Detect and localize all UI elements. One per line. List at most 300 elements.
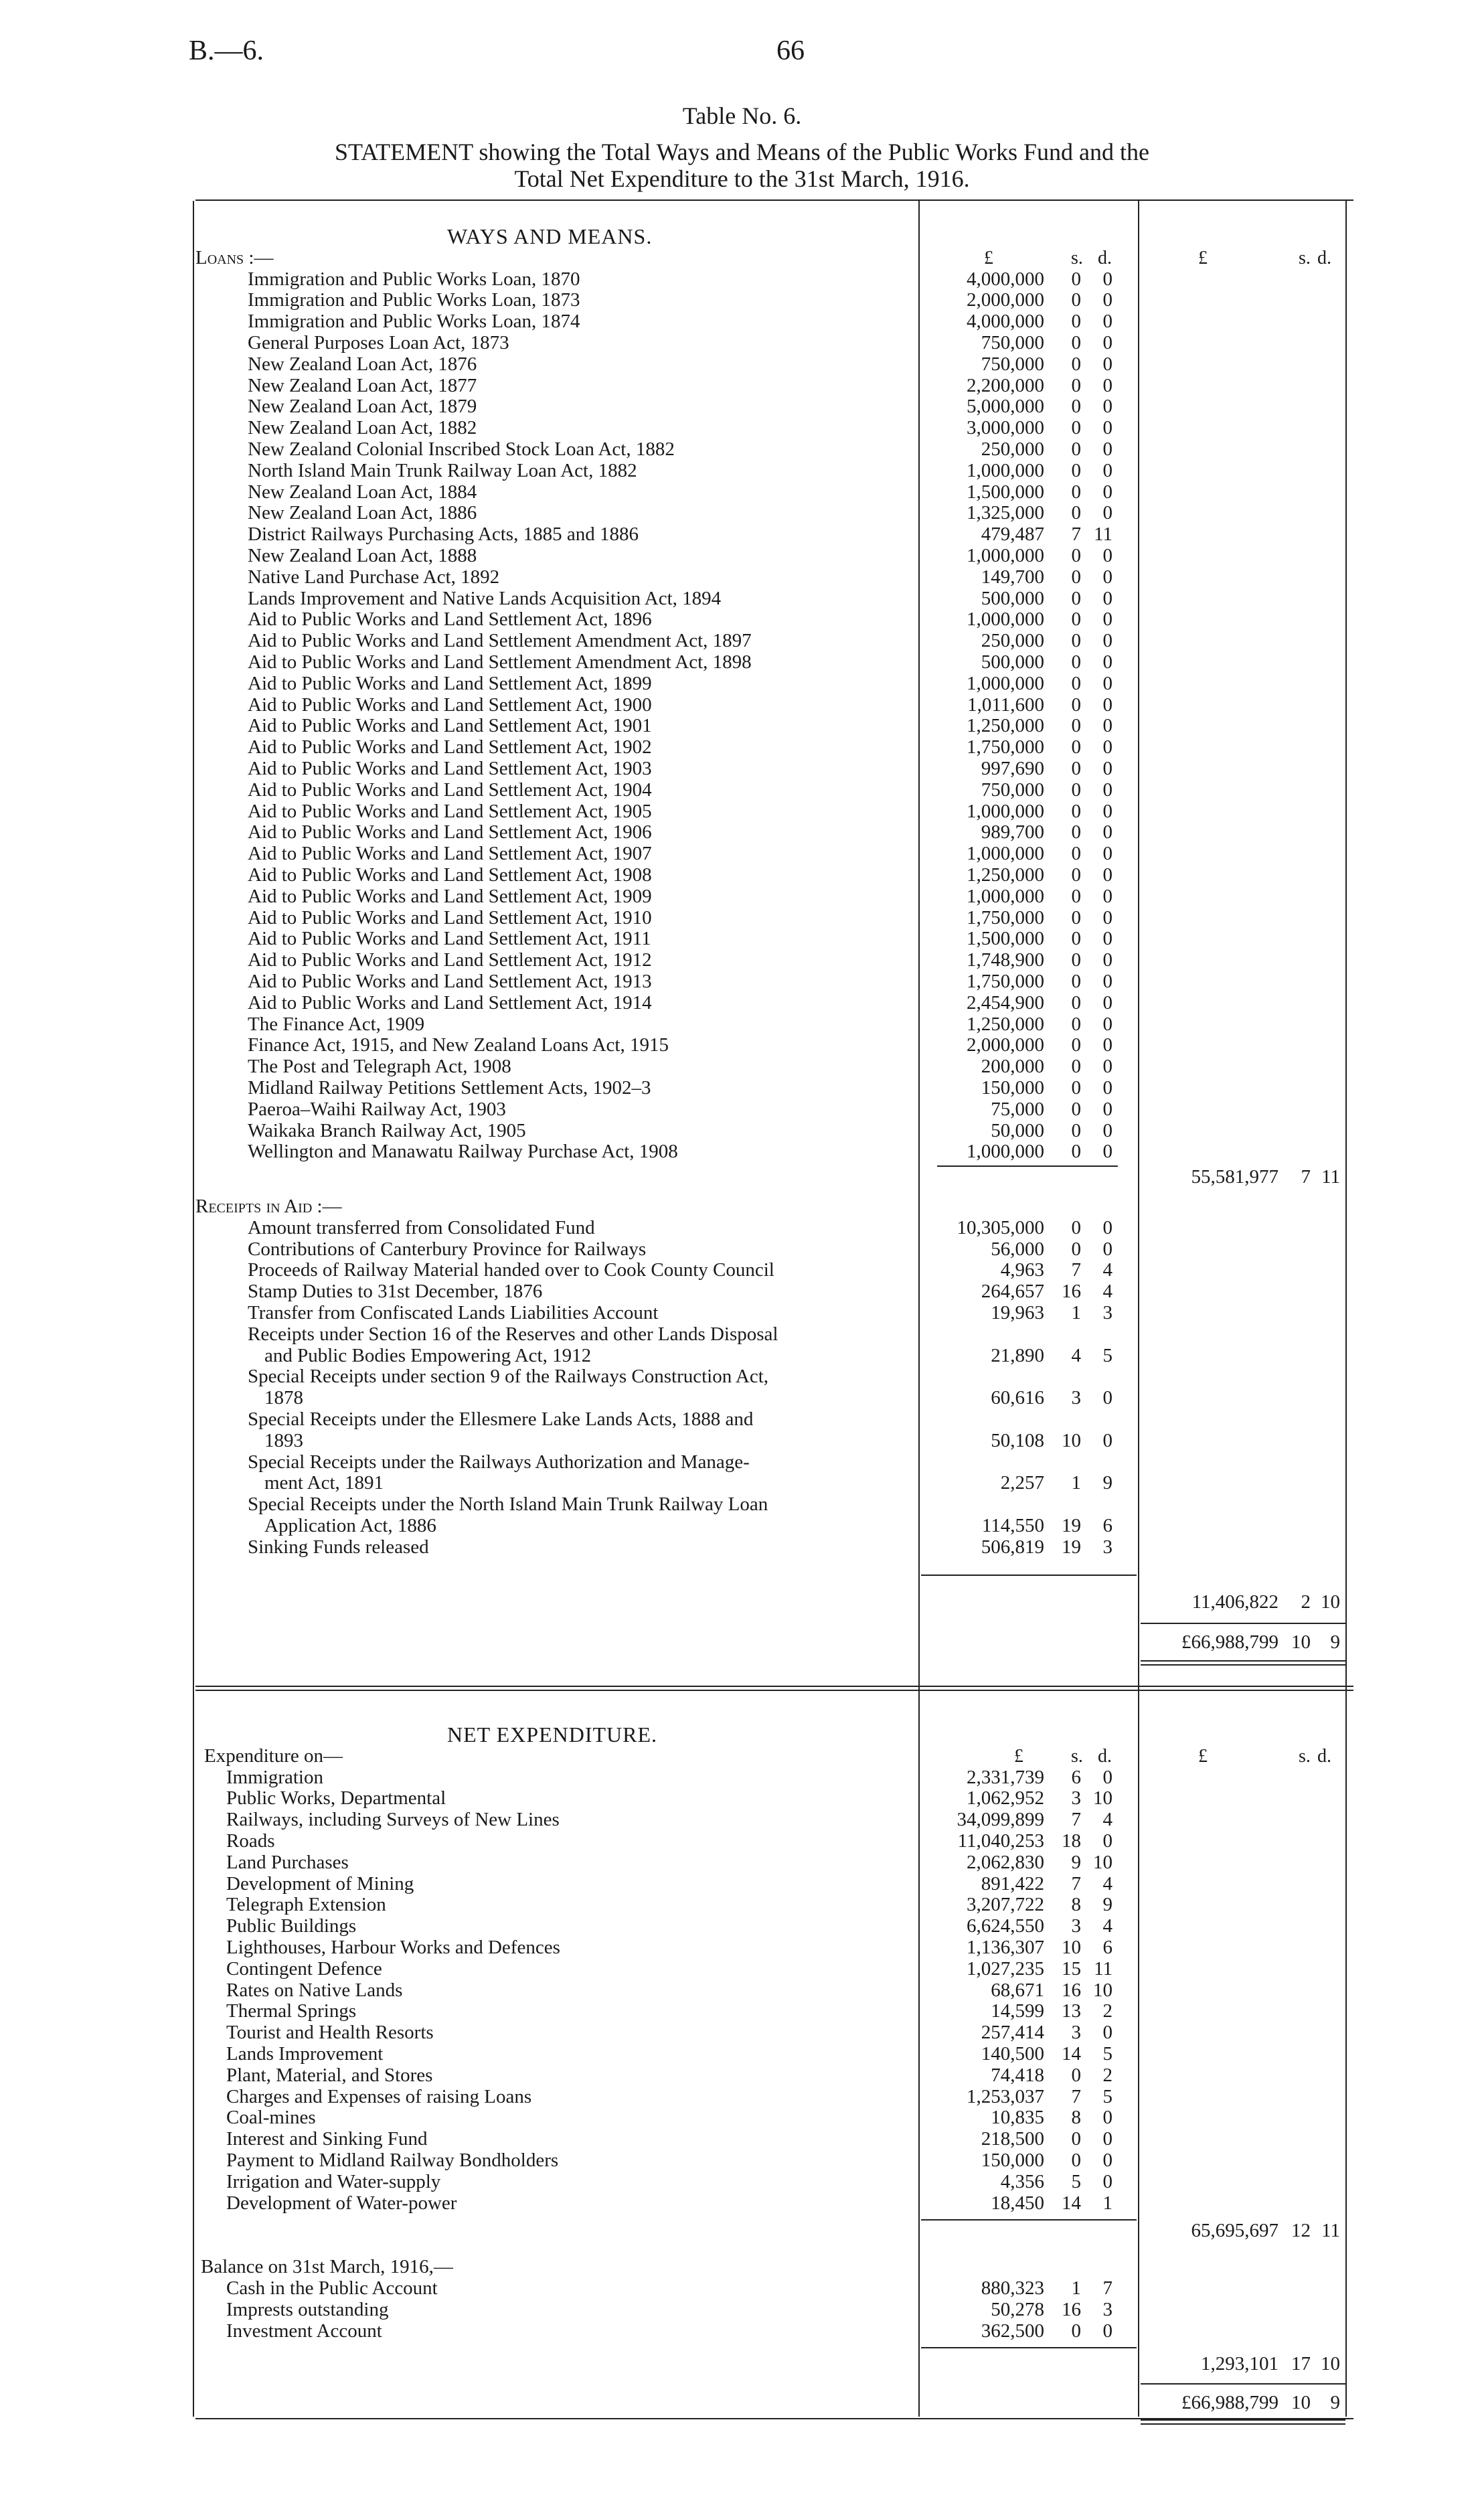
amount-pence: 4 xyxy=(1102,1872,1112,1895)
amount-pence: 0 xyxy=(1102,715,1112,737)
amount-pence: 0 xyxy=(1102,289,1112,311)
amount-pence: 0 xyxy=(1102,2128,1112,2150)
amount-pounds: 1,325,000 xyxy=(967,502,1044,524)
loan-label: Aid to Public Works and Land Settlement Act, 1899 xyxy=(248,673,652,694)
amount-pounds: 1,750,000 xyxy=(967,971,1044,992)
receipt-row-continued xyxy=(0,1473,1484,1494)
loan-row xyxy=(0,376,1484,397)
loan-label: Aid to Public Works and Land Settlement Act, 1914 xyxy=(248,992,652,1014)
amount-pence: 0 xyxy=(1102,800,1112,822)
amount-shillings: 14 xyxy=(1062,2192,1081,2214)
loan-label: Finance Act, 1915, and New Zealand Loans Act, 1915 xyxy=(248,1035,669,1056)
col-shillings-label: s. xyxy=(1071,247,1083,268)
loan-row xyxy=(0,652,1484,673)
amount-pence: 0 xyxy=(1102,396,1112,418)
loan-label: Aid to Public Works and Land Settlement Act, 1900 xyxy=(248,694,652,716)
amount-pounds: 500,000 xyxy=(981,651,1044,673)
receipt-label: Sinking Funds released xyxy=(248,1536,429,1558)
amount-shillings: 7 xyxy=(1071,1872,1081,1895)
amount-pounds: 2,257 xyxy=(1000,1472,1044,1494)
loan-label: Aid to Public Works and Land Settlement Act, 1905 xyxy=(248,801,652,822)
amount-pence: 4 xyxy=(1102,1281,1112,1303)
amount-pounds: 1,500,000 xyxy=(967,928,1044,950)
loan-label: New Zealand Loan Act, 1888 xyxy=(248,546,477,566)
receipt-row xyxy=(0,1452,1484,1473)
expenditure-label: Public Works, Departmental xyxy=(226,1788,446,1809)
loan-label: Aid to Public Works and Land Settlement Act, 1902 xyxy=(248,737,652,758)
amount-pence: 0 xyxy=(1102,1216,1112,1238)
amount-pence: 9 xyxy=(1102,1472,1112,1494)
amount-pence: 0 xyxy=(1102,332,1112,353)
amount-shillings: 13 xyxy=(1062,2000,1081,2022)
expenditure-label: Lands Improvement xyxy=(226,2044,384,2065)
loan-label: New Zealand Loan Act, 1882 xyxy=(248,418,477,439)
loan-label: Aid to Public Works and Land Settlement Act, 1904 xyxy=(248,779,652,801)
amount-pounds: 11,040,253 xyxy=(957,1830,1044,1852)
amount-pounds: 1,750,000 xyxy=(967,736,1044,758)
amount-pounds: 2,000,000 xyxy=(967,289,1044,311)
amount-pounds: 506,819 xyxy=(981,1536,1044,1558)
loan-row xyxy=(0,567,1484,588)
amount-shillings: 7 xyxy=(1071,1809,1081,1831)
receipt-label-continued: 1878 xyxy=(264,1388,303,1409)
amount-shillings: 6 xyxy=(1071,1766,1081,1788)
amount-pence: 4 xyxy=(1102,1809,1112,1831)
expenditure-label: Roads xyxy=(226,1831,275,1852)
expenditure-row xyxy=(0,2129,1484,2150)
receipt-label-continued: and Public Bodies Empowering Act, 1912 xyxy=(264,1345,592,1366)
loan-row xyxy=(0,865,1484,886)
amount-shillings: 0 xyxy=(1071,651,1081,673)
amount-pounds: 1,000,000 xyxy=(967,1141,1044,1163)
amount-pounds: 1,750,000 xyxy=(967,906,1044,929)
amount-pence: 0 xyxy=(1102,1077,1112,1099)
amount-shillings: 0 xyxy=(1071,459,1081,481)
receipt-label: Stamp Duties to 31st December, 1876 xyxy=(248,1281,543,1303)
ways-grand-total-row xyxy=(0,1632,1484,1654)
expenditure-label: Railways, including Surveys of New Lines xyxy=(226,1809,560,1831)
receipt-label: Proceeds of Railway Material handed over to Cook County Council xyxy=(248,1260,774,1281)
amount-pence: 0 xyxy=(1102,949,1112,971)
amount-pence: 10 xyxy=(1093,1979,1112,2001)
amount-pence: 0 xyxy=(1102,2022,1112,2044)
amount-shillings: 19 xyxy=(1062,1515,1081,1536)
amount-pounds: 150,000 xyxy=(981,2150,1044,2171)
loan-row xyxy=(0,609,1484,631)
amount-shillings: 0 xyxy=(1071,672,1081,694)
amount-pence: 0 xyxy=(1102,268,1112,290)
amount-pounds: 500,000 xyxy=(981,587,1044,609)
amount-pence: 9 xyxy=(1102,1894,1112,1916)
receipt-label: Special Receipts under the Ellesmere Lake Lands Acts, 1888 and xyxy=(248,1409,754,1430)
amount-pounds: 989,700 xyxy=(981,821,1044,843)
loan-label: New Zealand Loan Act, 1877 xyxy=(248,375,477,396)
expenditure-total-row xyxy=(0,2221,1484,2242)
expenditure-row xyxy=(0,1788,1484,1809)
amount-pence: 0 xyxy=(1102,438,1112,460)
amount-pounds: 1,027,235 xyxy=(967,1957,1044,1980)
receipts-heading-row xyxy=(0,1196,1484,1218)
total-shillings: 12 xyxy=(1291,2220,1311,2242)
receipt-row-continued xyxy=(0,1431,1484,1452)
total-col-pence-label: d. xyxy=(1317,247,1331,268)
loan-row xyxy=(0,1014,1484,1036)
expenditure-row xyxy=(0,1895,1484,1916)
amount-pence: 4 xyxy=(1102,1915,1112,1937)
total-amount: 55,581,977 xyxy=(1191,1166,1279,1188)
amount-shillings: 0 xyxy=(1071,736,1081,758)
amount-shillings: 3 xyxy=(1071,1387,1081,1409)
ways-heading-row xyxy=(0,226,1484,248)
loan-label: Midland Railway Petitions Settlement Acts, 1902–3 xyxy=(248,1078,651,1099)
amount-shillings: 14 xyxy=(1062,2043,1081,2065)
amount-pounds: 250,000 xyxy=(981,630,1044,652)
receipt-label: Amount transferred from Consolidated Fund xyxy=(248,1217,595,1238)
amount-pounds: 2,454,900 xyxy=(967,991,1044,1014)
expenditure-label: Charges and Expenses of raising Loans xyxy=(226,2086,532,2107)
amount-shillings: 5 xyxy=(1071,2170,1081,2192)
amount-shillings: 7 xyxy=(1071,523,1081,546)
expenditure-row xyxy=(0,2172,1484,2193)
amount-pence: 7 xyxy=(1102,2277,1112,2299)
receipt-row-continued xyxy=(0,1388,1484,1409)
loan-label: Paeroa–Waihi Railway Act, 1903 xyxy=(248,1099,506,1120)
expenditure-row xyxy=(0,1937,1484,1959)
loan-label: Aid to Public Works and Land Settlement Act, 1901 xyxy=(248,716,652,737)
amount-pounds: 1,000,000 xyxy=(967,459,1044,481)
loan-row xyxy=(0,758,1484,780)
amount-pence: 0 xyxy=(1102,2170,1112,2192)
loan-label: Aid to Public Works and Land Settlement Act, 1907 xyxy=(248,843,652,865)
amount-pence: 0 xyxy=(1102,630,1112,652)
amount-pounds: 200,000 xyxy=(981,1056,1044,1078)
expenditure-row xyxy=(0,2087,1484,2108)
expenditure-row xyxy=(0,2044,1484,2065)
exp-total-col-shillings-label: s. xyxy=(1299,1745,1311,1767)
amount-shillings: 0 xyxy=(1071,928,1081,950)
amount-shillings: 1 xyxy=(1071,1472,1081,1494)
amount-pounds: 1,250,000 xyxy=(967,864,1044,886)
total-shillings: 10 xyxy=(1291,1631,1311,1653)
amount-pence: 0 xyxy=(1102,566,1112,588)
expenditure-row xyxy=(0,2022,1484,2044)
amount-shillings: 0 xyxy=(1071,2150,1081,2171)
loan-label: General Purposes Loan Act, 1873 xyxy=(248,333,509,353)
amount-shillings: 18 xyxy=(1062,1830,1081,1852)
amount-pence: 0 xyxy=(1102,651,1112,673)
expenditure-row xyxy=(0,2001,1484,2022)
loan-row xyxy=(0,269,1484,291)
amount-pence: 2 xyxy=(1102,2000,1112,2022)
exp-col-shillings-label: s. xyxy=(1071,1745,1083,1767)
amount-pounds: 5,000,000 xyxy=(967,396,1044,418)
amount-pounds: 1,136,307 xyxy=(967,1937,1044,1958)
amount-pounds: 2,062,830 xyxy=(967,1851,1044,1873)
amount-pence: 0 xyxy=(1102,885,1112,907)
expenditure-row xyxy=(0,1852,1484,1874)
amount-shillings: 0 xyxy=(1071,971,1081,992)
loan-row xyxy=(0,354,1484,376)
amount-pence: 6 xyxy=(1102,1515,1112,1536)
total-shillings: 17 xyxy=(1291,2353,1311,2375)
amount-pence: 5 xyxy=(1102,2085,1112,2107)
loan-label: Immigration and Public Works Loan, 1873 xyxy=(248,290,580,311)
amount-pounds: 150,000 xyxy=(981,1077,1044,1099)
receipt-label: Special Receipts under the Railways Authorization and Manage- xyxy=(248,1451,750,1473)
amount-shillings: 0 xyxy=(1071,800,1081,822)
section-divider-rule xyxy=(195,1686,1353,1687)
balance-label: Investment Account xyxy=(226,2320,382,2342)
expenditure-label: Rates on Native Lands xyxy=(226,1980,403,2001)
receipt-row xyxy=(0,1366,1484,1388)
balance-row xyxy=(0,2278,1484,2300)
amount-shillings: 0 xyxy=(1071,821,1081,843)
loan-row xyxy=(0,503,1484,524)
loan-row xyxy=(0,1056,1484,1078)
expenditure-label: Coal-mines xyxy=(226,2107,316,2129)
statement-title-line1: STATEMENT showing the Total Ways and Means of the Public Works Fund and the xyxy=(334,139,1150,165)
amount-pounds: 149,700 xyxy=(981,566,1044,588)
loan-row xyxy=(0,1141,1484,1163)
loan-row xyxy=(0,886,1484,908)
amount-shillings: 0 xyxy=(1071,332,1081,353)
amount-shillings: 0 xyxy=(1071,1119,1081,1141)
loan-label: The Post and Telegraph Act, 1908 xyxy=(248,1056,511,1078)
amount-shillings: 19 xyxy=(1062,1536,1081,1558)
expenditure-label: Immigration xyxy=(226,1767,323,1788)
table-number: Table No. 6. xyxy=(682,102,802,129)
receipt-row-continued xyxy=(0,1346,1484,1367)
amount-pence: 0 xyxy=(1102,587,1112,609)
total-amount: 65,695,697 xyxy=(1191,2220,1279,2242)
amount-shillings: 0 xyxy=(1071,779,1081,801)
loan-row xyxy=(0,695,1484,716)
amount-pence: 6 xyxy=(1102,1937,1112,1958)
amount-pence: 3 xyxy=(1102,1302,1112,1323)
amount-shillings: 0 xyxy=(1071,630,1081,652)
amount-pence: 0 xyxy=(1102,1387,1112,1409)
total-shillings: 10 xyxy=(1291,2392,1311,2414)
expenditure-row xyxy=(0,1831,1484,1852)
amount-shillings: 0 xyxy=(1071,374,1081,396)
receipt-label-continued: ment Act, 1891 xyxy=(264,1473,384,1494)
expenditure-row xyxy=(0,2150,1484,2172)
amount-pounds: 750,000 xyxy=(981,353,1044,375)
amount-pounds: 362,500 xyxy=(981,2320,1044,2342)
amount-shillings: 1 xyxy=(1071,2277,1081,2299)
amount-pounds: 74,418 xyxy=(991,2064,1044,2086)
amount-pounds: 3,000,000 xyxy=(967,417,1044,439)
table-top-rule xyxy=(195,199,1353,201)
amount-shillings: 0 xyxy=(1071,587,1081,609)
amount-pounds: 4,963 xyxy=(1000,1259,1044,1281)
loan-label: Aid to Public Works and Land Settlement Act, 1908 xyxy=(248,865,652,886)
loan-label: Aid to Public Works and Land Settlement Act, 1912 xyxy=(248,950,652,971)
amount-pounds: 21,890 xyxy=(991,1344,1044,1366)
amount-pence: 0 xyxy=(1102,1056,1112,1078)
amount-shillings: 0 xyxy=(1071,1098,1081,1120)
amount-pence: 0 xyxy=(1102,779,1112,801)
amount-pence: 0 xyxy=(1102,928,1112,950)
section-divider-rule-2 xyxy=(195,1690,1353,1691)
loan-row xyxy=(0,333,1484,354)
loan-row xyxy=(0,780,1484,801)
loan-label: Aid to Public Works and Land Settlement Act, 1896 xyxy=(248,609,652,631)
amount-shillings: 0 xyxy=(1071,1077,1081,1099)
amount-pence: 0 xyxy=(1102,906,1112,929)
receipts-total-row xyxy=(0,1592,1484,1613)
amount-pence: 0 xyxy=(1102,1141,1112,1163)
amount-shillings: 0 xyxy=(1071,311,1081,333)
amount-pence: 4 xyxy=(1102,1259,1112,1281)
amount-shillings: 0 xyxy=(1071,885,1081,907)
expenditure-label: Telegraph Extension xyxy=(226,1895,386,1916)
loan-row xyxy=(0,418,1484,439)
loan-row xyxy=(0,396,1484,418)
amount-pounds: 2,331,739 xyxy=(967,1766,1044,1788)
amount-pence: 0 xyxy=(1102,991,1112,1014)
exp-grand-total-rule-top xyxy=(1141,2383,1345,2385)
amount-pence: 0 xyxy=(1102,758,1112,779)
amount-pence: 0 xyxy=(1102,1098,1112,1120)
receipt-label: Special Receipts under the North Island Main Trunk Railway Loan xyxy=(248,1494,768,1516)
loan-row xyxy=(0,631,1484,652)
expenditure-label: Public Buildings xyxy=(226,1916,357,1937)
expenditure-label: Land Purchases xyxy=(226,1852,349,1873)
amount-pence: 0 xyxy=(1102,502,1112,524)
loan-row xyxy=(0,588,1484,610)
loan-label: Immigration and Public Works Loan, 1874 xyxy=(248,311,580,333)
amount-pounds: 1,000,000 xyxy=(967,843,1044,865)
amount-pounds: 997,690 xyxy=(981,758,1044,779)
total-pence: 9 xyxy=(1330,2392,1340,2414)
amount-pounds: 1,011,600 xyxy=(967,694,1044,716)
amount-shillings: 0 xyxy=(1071,843,1081,865)
amount-pounds: 10,835 xyxy=(991,2107,1044,2129)
col-pence-label: d. xyxy=(1098,247,1112,268)
amount-pence: 1 xyxy=(1102,2192,1112,2214)
loan-row xyxy=(0,801,1484,823)
amount-pounds: 56,000 xyxy=(991,1238,1044,1260)
balance-heading-row xyxy=(0,2257,1484,2278)
receipts-section-label: Receipts in Aid :— xyxy=(195,1196,342,1217)
amount-pence: 0 xyxy=(1102,1119,1112,1141)
amount-pounds: 1,000,000 xyxy=(967,545,1044,566)
loan-label: Aid to Public Works and Land Settlement Act, 1913 xyxy=(248,971,652,992)
expenditure-row xyxy=(0,1980,1484,2002)
receipt-label: Special Receipts under section 9 of the Railways Construction Act, xyxy=(248,1366,769,1388)
amount-shillings: 9 xyxy=(1071,1851,1081,1873)
amount-pounds: 1,062,952 xyxy=(967,1787,1044,1809)
receipt-row xyxy=(0,1409,1484,1431)
amount-pounds: 34,099,899 xyxy=(957,1809,1044,1831)
amount-pence: 0 xyxy=(1102,821,1112,843)
amount-shillings: 16 xyxy=(1062,1979,1081,2001)
exp-grand-total-rule-double xyxy=(1141,2423,1345,2425)
loan-row xyxy=(0,673,1484,695)
balance-label: Cash in the Public Account xyxy=(226,2278,438,2299)
amount-shillings: 0 xyxy=(1071,1013,1081,1035)
amount-pence: 0 xyxy=(1102,1830,1112,1852)
receipt-row xyxy=(0,1537,1484,1558)
amount-shillings: 16 xyxy=(1062,1281,1081,1303)
amount-shillings: 3 xyxy=(1071,1787,1081,1809)
amount-pence: 0 xyxy=(1102,311,1112,333)
loan-row xyxy=(0,546,1484,567)
expenditure-label: Tourist and Health Resorts xyxy=(226,2022,434,2044)
total-pence: 10 xyxy=(1321,1591,1340,1613)
amount-shillings: 0 xyxy=(1071,2128,1081,2150)
amount-pence: 0 xyxy=(1102,971,1112,992)
amount-shillings: 0 xyxy=(1071,566,1081,588)
amount-pounds: 1,000,000 xyxy=(967,800,1044,822)
receipt-row xyxy=(0,1218,1484,1239)
loan-label: Wellington and Manawatu Railway Purchase Act, 1908 xyxy=(248,1141,678,1163)
amount-shillings: 1 xyxy=(1071,1302,1081,1323)
amount-shillings: 0 xyxy=(1071,1034,1081,1056)
amount-pence: 0 xyxy=(1102,1766,1112,1788)
amount-pounds: 750,000 xyxy=(981,332,1044,353)
exp-heading-row xyxy=(0,1724,1484,1746)
amount-pounds: 4,356 xyxy=(1000,2170,1044,2192)
loans-section-label: Loans :— xyxy=(195,247,274,268)
exp-grand-total-row xyxy=(0,2393,1484,2414)
ways-grand-total-rule-bottom xyxy=(1141,1660,1345,1662)
amount-shillings: 16 xyxy=(1062,2298,1081,2320)
amount-shillings: 0 xyxy=(1071,502,1081,524)
amount-pence: 0 xyxy=(1102,545,1112,566)
loan-label: District Railways Purchasing Acts, 1885 and 1886 xyxy=(248,524,639,546)
amount-pounds: 2,000,000 xyxy=(967,1034,1044,1056)
expenditure-label: Development of Water-power xyxy=(226,2192,457,2214)
amount-pounds: 250,000 xyxy=(981,438,1044,460)
amount-pounds: 1,253,037 xyxy=(967,2085,1044,2107)
balance-total-row xyxy=(0,2354,1484,2375)
receipt-row xyxy=(0,1239,1484,1261)
amount-shillings: 0 xyxy=(1071,906,1081,929)
expenditure-label: Payment to Midland Railway Bondholders xyxy=(226,2150,559,2171)
amount-shillings: 10 xyxy=(1062,1429,1081,1451)
amount-pence: 0 xyxy=(1102,353,1112,375)
loan-row xyxy=(0,1121,1484,1142)
total-amount: £66,988,799 xyxy=(1181,2392,1279,2414)
receipt-row xyxy=(0,1260,1484,1281)
expenditure-label: Plant, Material, and Stores xyxy=(226,2065,433,2086)
total-shillings: 7 xyxy=(1301,1166,1311,1188)
amount-pence: 10 xyxy=(1093,1851,1112,1873)
amount-pounds: 1,000,000 xyxy=(967,885,1044,907)
amount-pence: 0 xyxy=(1102,2320,1112,2342)
statement-title-line2: Total Net Expenditure to the 31st March, 1916. xyxy=(514,165,970,192)
amount-pence: 0 xyxy=(1102,864,1112,886)
ways-grand-total-rule-top xyxy=(1141,1623,1345,1624)
amount-shillings: 0 xyxy=(1071,545,1081,566)
amount-pence: 0 xyxy=(1102,2107,1112,2129)
loan-row xyxy=(0,461,1484,482)
expenditure-label: Interest and Sinking Fund xyxy=(226,2129,428,2150)
amount-pounds: 1,000,000 xyxy=(967,609,1044,631)
receipt-row xyxy=(0,1281,1484,1303)
amount-shillings: 8 xyxy=(1071,1894,1081,1916)
page-number: 66 xyxy=(776,35,805,66)
amount-shillings: 0 xyxy=(1071,2320,1081,2342)
balance-row xyxy=(0,2321,1484,2342)
loan-label: North Island Main Trunk Railway Loan Act, 1882 xyxy=(248,460,637,481)
total-amount: £66,988,799 xyxy=(1181,1631,1279,1653)
amount-shillings: 8 xyxy=(1071,2107,1081,2129)
amount-pounds: 479,487 xyxy=(981,523,1044,546)
amount-shillings: 0 xyxy=(1071,417,1081,439)
